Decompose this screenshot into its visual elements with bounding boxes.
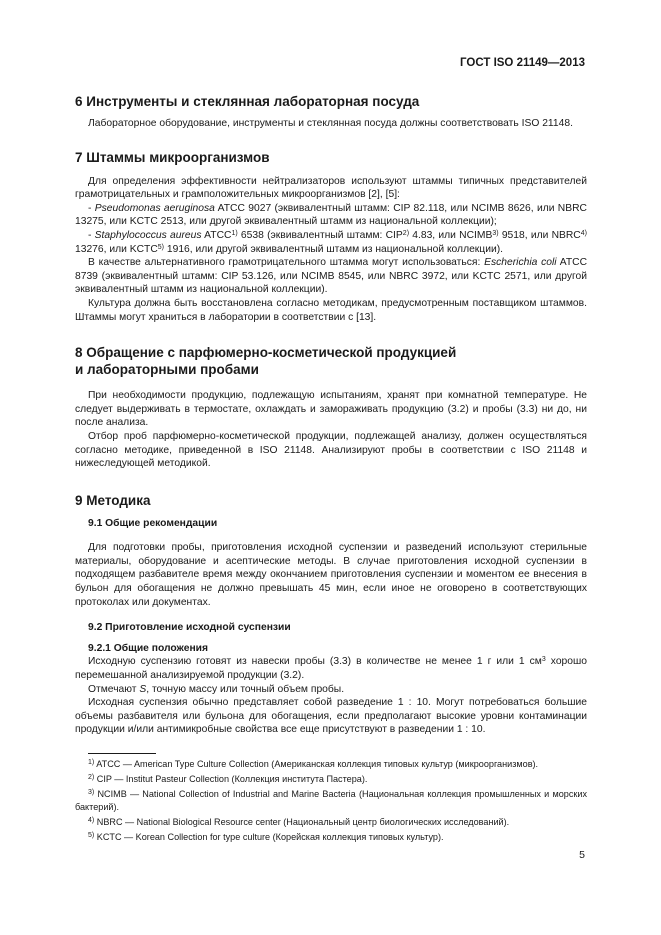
footnote-separator [88,753,156,754]
footnote-2 [75,773,587,786]
strain-text: 4.83, или NCIMB [409,229,493,241]
species-name: Staphylococcus aureus [94,229,202,241]
section-8-paragraph-2: Отбор проб парфюмерно-косметической продукции, подлежащей анализу, должен осуществляться согласно методике, приведенной в ISO 21148. Анализируют пробы в соответствии с ISO 21148 и нижеследующей методикой. [75,430,587,470]
footnote-text: NCIMB — National Collection of Industrial and Marine Bacteria (Национальная коллекция промышленных и морских бактерий). [75,789,587,812]
footnote-mark: 1) [88,759,95,766]
paragraph-text: хорошо перемешанной анализируемой продукции (3.2). [75,656,587,682]
page-number: 5 [579,849,585,861]
footnote-3 [75,788,587,813]
footnote-ref-4: 4) [580,229,587,237]
section-9-title: 9 Методика [75,492,151,508]
footnote-mark: 3) [88,789,95,796]
footnotes [75,753,587,846]
footnote-ref-1: 1) [231,229,238,237]
strain-text: 9518, или NBRC [498,229,581,241]
subsection-9-2-1-paragraph-3: Исходная суспензия обычно представляет собой разведение 1 : 10. Могут потребоваться большие объемы разбавителя или бульона для обогащения, если предполагают высокие уровни контаминации продукции и/или антимикробные свойства все еще присутствуют в разведении 1 : 10. [75,697,587,736]
paragraph-text: ATCC 8739 (эквивалентный штамм: CIP 53.126, или NCIMB 8545, или NBRC 3972, или KCTC 2571, или другой эквивалентный штамм из национальной коллекции). [75,257,588,296]
bullet-dash: - [88,229,95,241]
footnote-4 [75,816,587,829]
subsection-9-2-1-paragraph-1 [75,655,587,682]
strain-text: 13276, или KCTC [75,243,158,255]
main-content [75,86,587,737]
section-8-title-line-2: и лабораторными пробами [75,362,259,378]
subsection-9-1-paragraph: Для подготовки пробы, приготовления исходной суспензии и разведений используют стерильные материалы, оборудование и асептические методы. В случае приготовления исходной суспензии в подходящем разбавителе время между окончанием приготовления суспензии и моментом ее внесения в бульон для обогащения не должно превышать 45 мин, если иное не оговорено в соответствующих протоколах или документах. [75,542,587,608]
subsection-9-2-title: 9.2 Приготовление исходной суспензии [88,622,291,634]
section-7-title: 7 Штаммы микроорганизмов [75,149,270,165]
footnote-ref-5: 5) [157,243,164,251]
paragraph-text: , точную массу или точный объем пробы. [146,683,345,695]
subsection-9-2-1-title: 9.2.1 Общие положения [88,642,208,654]
species-name: Escherichia coli [484,257,557,269]
footnote-1 [75,758,587,771]
footnote-mark: 4) [88,816,95,824]
section-6-paragraph: Лабораторное оборудование, инструменты и стеклянная посуда должны соответствовать ISO 21148. [88,118,573,129]
subsection-9-2-1-paragraph-2 [75,683,587,697]
footnote-5 [75,831,587,844]
variable-s: S [139,683,147,695]
section-8-title-line-1: 8 Обращение с парфюмерно-косметической продукцией [75,345,457,361]
section-8-title [75,344,587,378]
strain-item-pseudomonas [75,202,587,229]
species-name: Pseudomonas aeruginosa [94,202,215,214]
superscript-3: 3 [541,656,546,664]
footnote-mark: 5) [88,831,95,839]
paragraph-text: Отмечают [88,683,140,695]
footnote-text: KCTC — Korean Collection for type culture (Корейская коллекция типовых культур). [94,831,444,842]
culture-restoration-paragraph: Культура должна быть восстановлена согласно методикам, предусмотренным поставщиком штаммов. Штаммы могут храниться в лаборатории в соответствии с [13]. [75,297,587,323]
footnote-ref-2: 2) [402,229,410,237]
section-7-intro: Для определения эффективности нейтрализаторов используют штаммы типичных представителей грамотрицательных и грамположительных микроорганизмов [2], [5]: [75,175,587,201]
strain-text: ATCC 9027 (эквивалентный штамм: CIP 82.118, или NCIMB 8626, или NBRC 13275, или KCTC 2513, или другой эквивалентный штамм из национальной коллекции); [75,202,587,228]
paragraph-text: Исходную суспензию готовят из навески пробы (3.3) в количестве не менее 1 г или 1 см [88,656,542,668]
bullet-dash: - [88,202,95,214]
strain-text: ATCC [201,229,232,241]
alternative-strain-paragraph [75,256,587,297]
section-6-title: 6 Инструменты и стеклянная лабораторная посуда [75,94,420,109]
document-id-header: ГОСТ ISO 21149—2013 [460,57,585,69]
footnote-ref-3: 3) [492,229,499,237]
subsection-9-1-title: 9.1 Общие рекомендации [88,517,218,529]
footnote-text: CIP — Institut Pasteur Collection (Коллекция института Пастера). [94,774,368,784]
footnote-mark: 2) [88,774,95,781]
footnote-text: NBRC — National Biological Resource center (Национальный центр биологических исследований). [94,816,510,827]
strain-item-staphylococcus [75,229,587,256]
strain-text: 6538 (эквивалентный штамм: CIP [237,229,403,241]
section-8-paragraph-1: При необходимости продукцию, подлежащую испытаниям, хранят при комнатной температуре. Не следует выдерживать в термостате, охлаждать и замораживать продукцию (3.2) и пробы (3.3) ни до, ни после анализа. [75,390,587,429]
footnote-text: ATCC — American Type Culture Collection (Американская коллекция типовых культур (микроорганизмов). [94,759,539,769]
strain-text: 1916, или другой эквивалентный штамм из национальной коллекции). [164,243,503,255]
paragraph-text: В качестве альтернативного грамотрицательного штамма могут использоваться: [88,257,485,269]
